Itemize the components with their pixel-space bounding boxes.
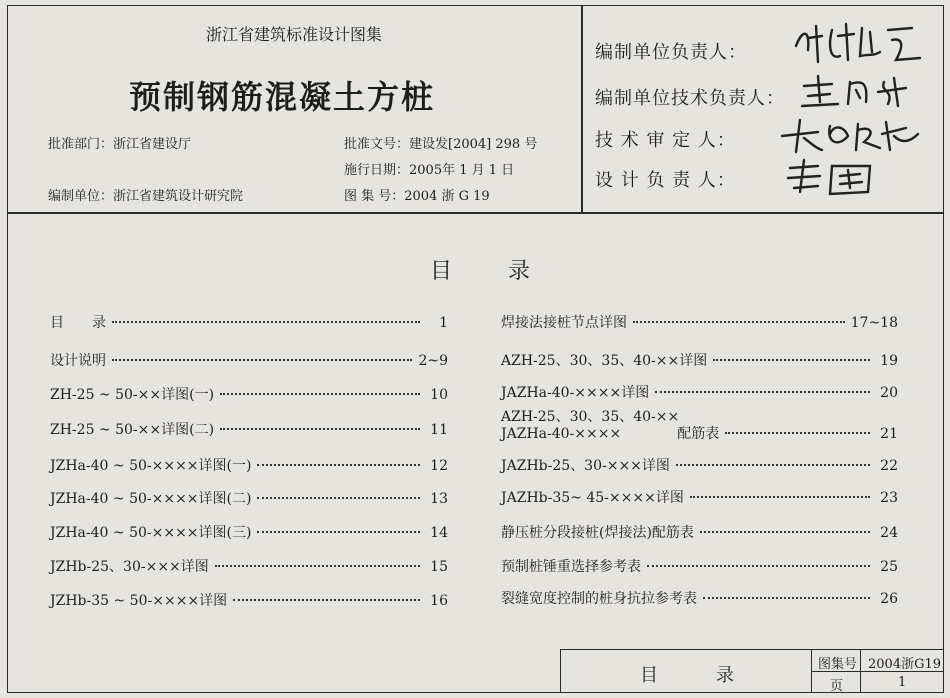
resp-label-unit-head: 编制单位负责人： bbox=[595, 42, 747, 63]
atlas-number bbox=[344, 185, 490, 204]
effective-date bbox=[344, 159, 514, 178]
toc-left-row-8[interactable] bbox=[50, 556, 448, 576]
titleblock-atlas-value: 2004浙G19 bbox=[868, 657, 942, 672]
leader-dots bbox=[257, 531, 420, 533]
leader-dots bbox=[633, 321, 845, 323]
toc-right-row-1[interactable] bbox=[501, 312, 898, 332]
titleblock-name: 目 录 bbox=[640, 665, 754, 686]
toc-entry-label: ZH-25 ~ 50-××详图(一) bbox=[50, 387, 215, 403]
toc-entry-page: 24 bbox=[880, 525, 898, 541]
toc-entry-label: JAZHa-40-××××详图 bbox=[501, 385, 650, 401]
toc-entry-page: 10 bbox=[430, 387, 448, 403]
toc-entry-page: 16 bbox=[430, 593, 448, 609]
toc-entry-label: JZHa-40 ~ 50-××××详图(一) bbox=[50, 458, 252, 474]
drawing-sheet-frame bbox=[7, 5, 944, 693]
signature-tech-head bbox=[798, 72, 918, 116]
leader-dots bbox=[257, 497, 420, 499]
atlas-number-value: 2004 浙 G 19 bbox=[404, 189, 490, 204]
leader-dots bbox=[690, 496, 870, 498]
leader-dots bbox=[655, 391, 870, 393]
toc-right-row-4[interactable] bbox=[501, 423, 898, 443]
header-divider bbox=[581, 6, 583, 213]
toc-entry-page: 15 bbox=[430, 559, 448, 575]
toc-left-row-6[interactable] bbox=[50, 488, 448, 508]
toc-entry-label: JZHb-35 ~ 50-××××详图 bbox=[50, 593, 228, 609]
leader-dots bbox=[215, 565, 420, 567]
toc-entry-page: 17~18 bbox=[850, 315, 898, 331]
approval-doc-value: 建设发[2004] 298 号 bbox=[409, 137, 538, 152]
effective-date-value: 2005年 1 月 1 日 bbox=[409, 163, 515, 178]
toc-right-row-2[interactable] bbox=[501, 350, 898, 370]
toc-entry-page: 22 bbox=[880, 458, 898, 474]
toc-entry-label: 设计说明 bbox=[50, 353, 106, 369]
effective-date-label: 施行日期： bbox=[344, 163, 410, 178]
toc-entry-label: 目 录 bbox=[50, 315, 106, 331]
toc-entry-label: 裂缝宽度控制的桩身抗拉参考表 bbox=[501, 591, 697, 607]
toc-entry-label: JAZHb-35~ 45-××××详图 bbox=[501, 490, 684, 506]
leader-dots bbox=[713, 359, 870, 361]
approval-doc bbox=[344, 133, 537, 152]
toc-left-row-9[interactable] bbox=[50, 590, 448, 610]
toc-entry-label: 焊接法接桩节点详图 bbox=[501, 315, 627, 331]
toc-right-row-5[interactable] bbox=[501, 455, 898, 475]
toc-entry-label: AZH-25、30、35、40-××详图 bbox=[501, 353, 708, 369]
compile-unit bbox=[48, 185, 243, 204]
toc-heading-right: 录 bbox=[508, 259, 535, 284]
toc-entry-page: 21 bbox=[880, 426, 898, 442]
approval-dept-label: 批准部门： bbox=[48, 137, 114, 152]
toc-entry-suffix: 配筋表 bbox=[677, 426, 720, 442]
toc-entry-label: JAZHa-40-×××× bbox=[501, 426, 622, 442]
signature-designer bbox=[784, 158, 894, 202]
toc-left-row-1[interactable] bbox=[50, 312, 448, 332]
toc-entry-page: 26 bbox=[880, 591, 898, 607]
toc-right-row-8[interactable] bbox=[501, 556, 898, 576]
toc-entry-page: 1 bbox=[439, 315, 448, 331]
toc-entry-page: 25 bbox=[880, 559, 898, 575]
toc-right-row-9[interactable] bbox=[501, 588, 898, 608]
toc-entry-label: ZH-25 ~ 50-××详图(二) bbox=[50, 422, 215, 438]
leader-dots bbox=[676, 464, 870, 466]
titleblock-left-rule bbox=[560, 649, 561, 693]
leader-dots bbox=[703, 597, 870, 599]
titleblock-page-label: 页 bbox=[830, 679, 844, 694]
atlas-number-label: 图 集 号： bbox=[344, 189, 405, 204]
toc-right-row-4-line1: AZH-25、30、35、40-×× bbox=[501, 409, 680, 425]
toc-entry-page: 2~9 bbox=[418, 353, 448, 369]
toc-left-row-5[interactable] bbox=[50, 455, 448, 475]
leader-dots bbox=[233, 599, 420, 601]
resp-label-designer: 设 计 负 责 人： bbox=[595, 170, 736, 191]
toc-entry-page: 12 bbox=[430, 458, 448, 474]
toc-right-row-6[interactable] bbox=[501, 487, 898, 507]
toc-entry-label: JAZHb-25、30-×××详图 bbox=[501, 458, 670, 474]
toc-entry-label: JZHa-40 ~ 50-××××详图(二) bbox=[50, 491, 252, 507]
leader-dots bbox=[700, 531, 870, 533]
header-bottom-rule bbox=[8, 212, 943, 214]
signature-unit-head bbox=[788, 16, 928, 72]
toc-entry-page: 20 bbox=[880, 385, 898, 401]
toc-left-row-2[interactable] bbox=[50, 350, 448, 370]
toc-entry-page: 13 bbox=[430, 491, 448, 507]
toc-entry-label: 预制桩锤重选择参考表 bbox=[501, 559, 641, 575]
series-name: 浙江省建筑标准设计图集 bbox=[206, 25, 383, 44]
toc-left-row-4[interactable] bbox=[50, 419, 448, 439]
resp-label-reviewer: 技 术 审 定 人： bbox=[595, 130, 736, 151]
leader-dots bbox=[220, 428, 420, 430]
toc-entry-page: 19 bbox=[880, 353, 898, 369]
leader-dots bbox=[220, 393, 420, 395]
toc-entry-label: 静压桩分段接桩(焊接法)配筋表 bbox=[501, 525, 694, 541]
toc-left-row-7[interactable] bbox=[50, 522, 448, 542]
leader-dots bbox=[112, 359, 412, 361]
toc-entry-page: 11 bbox=[430, 422, 448, 438]
toc-left-row-3[interactable] bbox=[50, 384, 448, 404]
compile-unit-value: 浙江省建筑设计研究院 bbox=[113, 189, 244, 204]
titleblock-atlas-label: 图集号 bbox=[818, 657, 858, 672]
signature-reviewer bbox=[778, 114, 928, 162]
toc-right-row-3[interactable] bbox=[501, 382, 898, 402]
compile-unit-label: 编制单位： bbox=[48, 189, 114, 204]
toc-entry-label: JZHb-25、30-×××详图 bbox=[50, 559, 209, 575]
atlas-title: 预制钢筋混凝土方桩 bbox=[129, 78, 436, 116]
approval-dept-value: 浙江省建设厅 bbox=[113, 137, 192, 152]
leader-dots bbox=[257, 464, 420, 466]
approval-dept bbox=[48, 133, 191, 152]
approval-doc-label: 批准文号： bbox=[344, 137, 410, 152]
toc-right-row-7[interactable] bbox=[501, 522, 898, 542]
toc-heading-left: 目 bbox=[430, 259, 457, 284]
titleblock-top-rule bbox=[560, 649, 943, 650]
leader-dots bbox=[725, 432, 870, 434]
resp-label-tech-head: 编制单位技术负责人： bbox=[595, 88, 785, 109]
toc-entry-page: 23 bbox=[880, 490, 898, 506]
toc-entry-page: 14 bbox=[430, 525, 448, 541]
titleblock-page-value: 1 bbox=[898, 675, 907, 690]
toc-entry-label: JZHa-40 ~ 50-××××详图(三) bbox=[50, 525, 252, 541]
leader-dots bbox=[647, 565, 870, 567]
leader-dots bbox=[112, 321, 420, 323]
